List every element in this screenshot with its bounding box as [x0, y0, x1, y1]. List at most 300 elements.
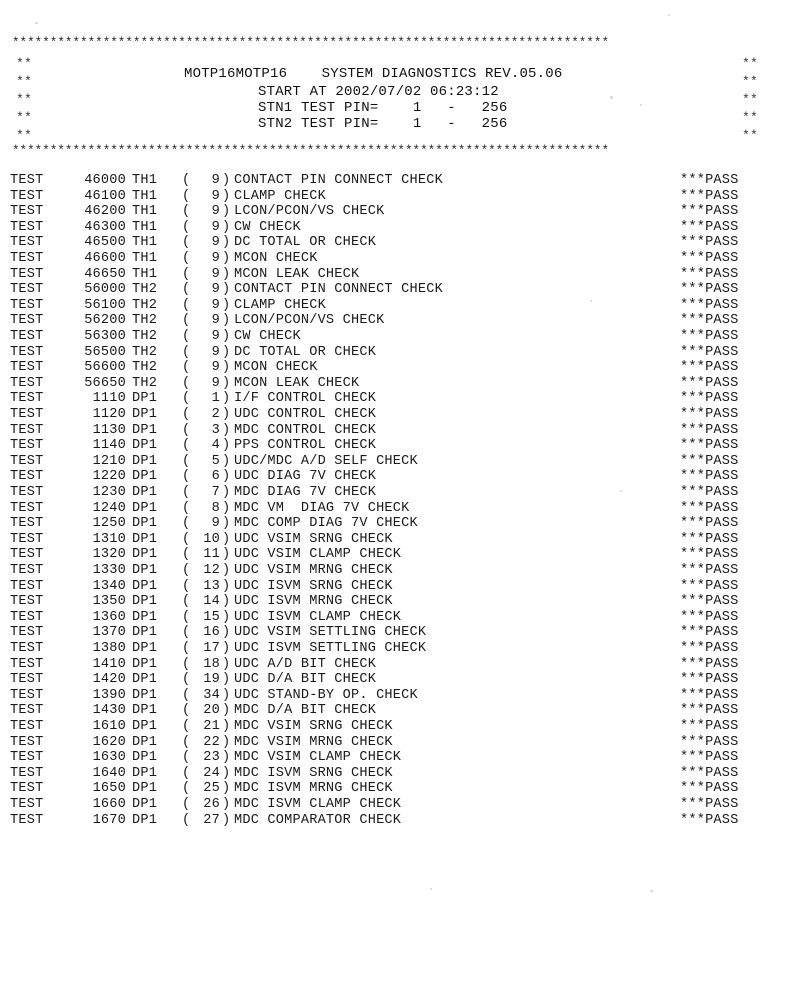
test-number: 1360: [92, 609, 126, 625]
test-result: ***PASS: [680, 703, 739, 719]
header-stn2-pins: STN2 TEST PIN= 1 - 256: [258, 116, 508, 132]
test-description: LCON/PCON/VS CHECK: [234, 313, 385, 329]
table-row: [10, 797, 770, 813]
test-result: ***PASS: [680, 266, 739, 282]
close-paren: ): [222, 516, 231, 532]
test-result: ***PASS: [680, 297, 739, 313]
test-label: TEST: [10, 391, 44, 407]
test-label: TEST: [10, 173, 44, 188]
table-row: [10, 547, 770, 563]
table-row: [10, 220, 770, 236]
test-number: 1640: [92, 765, 126, 781]
open-paren: (: [182, 422, 191, 438]
test-result: ***PASS: [680, 173, 739, 188]
test-label: TEST: [10, 251, 44, 266]
test-index: 14: [203, 594, 220, 610]
test-description: MDC COMP DIAG 7V CHECK: [234, 516, 418, 532]
test-description: MDC ISVM SRNG CHECK: [234, 765, 393, 781]
test-label: TEST: [10, 407, 44, 422]
right-side-mark: **: [742, 110, 759, 125]
test-index: 9: [211, 297, 220, 313]
header-stn1-pins: STN1 TEST PIN= 1 - 256: [258, 100, 508, 116]
test-result: ***PASS: [680, 547, 739, 563]
table-row: [10, 563, 770, 579]
test-station: DP1: [132, 672, 158, 688]
test-description: MDC VSIM MRNG CHECK: [234, 734, 393, 750]
test-station: DP1: [132, 422, 158, 438]
close-paren: ): [222, 329, 231, 344]
test-index: 7: [211, 485, 220, 500]
close-paren: ): [222, 563, 231, 578]
test-index: 19: [203, 672, 220, 688]
test-index: 13: [203, 578, 220, 594]
test-index: 9: [211, 329, 220, 344]
table-row: [10, 438, 770, 454]
test-number: 46200: [84, 204, 126, 220]
test-result: ***PASS: [680, 219, 739, 235]
test-station: DP1: [132, 781, 158, 797]
test-station: TH2: [132, 282, 158, 298]
test-description: UDC ISVM SRNG CHECK: [234, 578, 393, 594]
header-title: MOTP16MOTP16 SYSTEM DIAGNOSTICS REV.05.06: [184, 66, 563, 82]
close-paren: ): [222, 734, 231, 750]
test-station: TH2: [132, 344, 158, 360]
test-number: 1240: [92, 500, 126, 516]
close-paren: ): [222, 485, 231, 500]
test-station: DP1: [132, 453, 158, 469]
test-number: 46500: [84, 235, 126, 251]
test-number: 1660: [92, 797, 126, 812]
test-number: 1420: [92, 672, 126, 688]
test-description: MCON CHECK: [234, 251, 318, 266]
test-label: TEST: [10, 781, 44, 797]
test-result: ***PASS: [680, 672, 739, 688]
test-label: TEST: [10, 719, 44, 734]
test-description: MDC ISVM CLAMP CHECK: [234, 797, 402, 812]
table-row: [10, 657, 770, 673]
open-paren: (: [182, 391, 191, 407]
test-index: 9: [211, 235, 220, 251]
close-paren: ): [222, 781, 231, 797]
left-side-mark: **: [16, 56, 33, 71]
test-description: UDC STAND-BY OP. CHECK: [234, 687, 418, 703]
test-label: TEST: [10, 500, 44, 516]
test-index: 9: [211, 266, 220, 282]
test-station: DP1: [132, 531, 158, 547]
close-paren: ): [222, 173, 231, 188]
test-result: ***PASS: [680, 563, 739, 578]
close-paren: ): [222, 547, 231, 563]
left-side-mark: **: [16, 128, 33, 143]
open-paren: (: [182, 360, 191, 376]
test-station: DP1: [132, 734, 158, 750]
test-number: 56300: [84, 329, 126, 344]
test-index: 9: [211, 204, 220, 220]
test-description: UDC/MDC A/D SELF CHECK: [234, 453, 418, 469]
table-row: [10, 719, 770, 735]
open-paren: (: [182, 609, 191, 625]
test-label: TEST: [10, 547, 44, 563]
test-description: MCON LEAK CHECK: [234, 375, 360, 391]
test-station: TH2: [132, 297, 158, 313]
test-number: 1350: [92, 594, 126, 610]
close-paren: ): [222, 204, 231, 220]
right-side-mark: **: [742, 92, 759, 107]
test-label: TEST: [10, 516, 44, 532]
test-station: DP1: [132, 641, 158, 656]
test-index: 9: [211, 360, 220, 376]
test-number: 1110: [92, 391, 126, 407]
test-label: TEST: [10, 625, 44, 641]
table-row: [10, 407, 770, 423]
test-index: 23: [203, 750, 220, 766]
test-number: 1310: [92, 531, 126, 547]
table-row: [10, 625, 770, 641]
test-description: MDC ISVM MRNG CHECK: [234, 781, 393, 797]
test-result: ***PASS: [680, 329, 739, 344]
open-paren: (: [182, 547, 191, 563]
open-paren: (: [182, 531, 191, 547]
table-row: [10, 516, 770, 532]
test-result: ***PASS: [680, 578, 739, 594]
open-paren: (: [182, 578, 191, 594]
test-station: DP1: [132, 765, 158, 781]
test-station: TH1: [132, 204, 158, 220]
test-label: TEST: [10, 765, 44, 781]
open-paren: (: [182, 469, 191, 485]
close-paren: ): [222, 797, 231, 812]
test-index: 27: [203, 812, 220, 828]
right-side-mark: **: [742, 74, 759, 89]
table-row: [10, 345, 770, 361]
test-result: ***PASS: [680, 641, 739, 656]
test-description: UDC D/A BIT CHECK: [234, 672, 377, 688]
test-result: ***PASS: [680, 282, 739, 298]
test-index: 2: [211, 407, 220, 422]
test-number: 1230: [92, 485, 126, 500]
close-paren: ): [222, 391, 231, 407]
test-station: DP1: [132, 812, 158, 828]
test-number: 46600: [84, 251, 126, 266]
close-paren: ): [222, 812, 231, 828]
test-station: DP1: [132, 469, 158, 485]
table-row: [10, 672, 770, 688]
test-number: 46000: [84, 173, 126, 188]
test-index: 15: [203, 609, 220, 625]
test-description: MDC DIAG 7V CHECK: [234, 485, 377, 500]
test-number: 1210: [92, 453, 126, 469]
close-paren: ): [222, 531, 231, 547]
test-result: ***PASS: [680, 422, 739, 438]
test-index: 10: [203, 531, 220, 547]
test-number: 1650: [92, 781, 126, 797]
test-index: 1: [211, 391, 220, 407]
test-label: TEST: [10, 485, 44, 500]
table-row: [10, 235, 770, 251]
test-number: 46100: [84, 188, 126, 204]
right-side-mark: **: [742, 56, 759, 71]
test-index: 24: [203, 765, 220, 781]
test-label: TEST: [10, 797, 44, 812]
test-label: TEST: [10, 282, 44, 298]
table-row: [10, 781, 770, 797]
test-station: TH1: [132, 235, 158, 251]
open-paren: (: [182, 235, 191, 251]
test-description: UDC ISVM MRNG CHECK: [234, 594, 393, 610]
open-paren: (: [182, 485, 191, 500]
test-station: TH1: [132, 219, 158, 235]
test-number: 1370: [92, 625, 126, 641]
open-paren: (: [182, 297, 191, 313]
test-description: CLAMP CHECK: [234, 188, 326, 204]
open-paren: (: [182, 625, 191, 641]
test-index: 9: [211, 173, 220, 188]
table-row: [10, 298, 770, 314]
test-label: TEST: [10, 235, 44, 251]
test-result: ***PASS: [680, 360, 739, 376]
test-description: MCON CHECK: [234, 360, 318, 376]
test-description: UDC DIAG 7V CHECK: [234, 469, 377, 485]
test-number: 1250: [92, 516, 126, 532]
test-station: TH2: [132, 375, 158, 391]
test-station: TH1: [132, 251, 158, 266]
open-paren: (: [182, 672, 191, 688]
close-paren: ): [222, 703, 231, 719]
test-label: TEST: [10, 313, 44, 329]
test-result: ***PASS: [680, 500, 739, 516]
close-paren: ): [222, 656, 231, 672]
test-label: TEST: [10, 329, 44, 344]
open-paren: (: [182, 563, 191, 578]
test-station: DP1: [132, 656, 158, 672]
test-label: TEST: [10, 734, 44, 750]
test-index: 9: [211, 375, 220, 391]
test-station: DP1: [132, 516, 158, 532]
test-result: ***PASS: [680, 531, 739, 547]
top-rule: *******************************************************************************: [12, 36, 610, 50]
test-description: UDC VSIM CLAMP CHECK: [234, 547, 402, 563]
test-result: ***PASS: [680, 251, 739, 266]
test-number: 46650: [84, 266, 126, 282]
close-paren: ): [222, 687, 231, 703]
test-station: DP1: [132, 563, 158, 578]
test-index: 5: [211, 453, 220, 469]
test-description: CLAMP CHECK: [234, 297, 326, 313]
open-paren: (: [182, 750, 191, 766]
test-description: MDC VSIM SRNG CHECK: [234, 719, 393, 734]
close-paren: ): [222, 422, 231, 438]
test-description: UDC VSIM SETTLING CHECK: [234, 625, 427, 641]
test-result: ***PASS: [680, 687, 739, 703]
table-row: [10, 485, 770, 501]
test-result: ***PASS: [680, 235, 739, 251]
close-paren: ): [222, 266, 231, 282]
table-row: [10, 766, 770, 782]
test-label: TEST: [10, 438, 44, 454]
test-index: 9: [211, 219, 220, 235]
test-description: MDC VM DIAG 7V CHECK: [234, 500, 410, 516]
open-paren: (: [182, 765, 191, 781]
table-row: [10, 594, 770, 610]
bottom-rule: *******************************************************************************: [12, 144, 610, 158]
test-description: DC TOTAL OR CHECK: [234, 235, 377, 251]
test-result: ***PASS: [680, 469, 739, 485]
open-paren: (: [182, 266, 191, 282]
test-station: DP1: [132, 500, 158, 516]
test-number: 56100: [84, 297, 126, 313]
close-paren: ): [222, 765, 231, 781]
table-row: [10, 501, 770, 517]
test-label: TEST: [10, 563, 44, 578]
test-number: 1340: [92, 578, 126, 594]
open-paren: (: [182, 282, 191, 298]
open-paren: (: [182, 687, 191, 703]
table-row: [10, 391, 770, 407]
test-label: TEST: [10, 297, 44, 313]
test-station: DP1: [132, 438, 158, 454]
open-paren: (: [182, 703, 191, 719]
test-number: 1130: [92, 422, 126, 438]
test-index: 9: [211, 516, 220, 532]
test-station: TH1: [132, 173, 158, 188]
close-paren: ): [222, 594, 231, 610]
test-index: 22: [203, 734, 220, 750]
test-description: UDC VSIM SRNG CHECK: [234, 531, 393, 547]
test-number: 56200: [84, 313, 126, 329]
close-paren: ): [222, 235, 231, 251]
test-result: ***PASS: [680, 625, 739, 641]
test-result: ***PASS: [680, 750, 739, 766]
open-paren: (: [182, 719, 191, 734]
table-row: [10, 423, 770, 439]
test-description: MDC D/A BIT CHECK: [234, 703, 377, 719]
test-label: TEST: [10, 578, 44, 594]
test-number: 56500: [84, 344, 126, 360]
close-paren: ): [222, 719, 231, 734]
table-row: [10, 204, 770, 220]
test-label: TEST: [10, 641, 44, 656]
test-number: 56600: [84, 360, 126, 376]
test-number: 1390: [92, 687, 126, 703]
close-paren: ): [222, 407, 231, 422]
left-side-mark: **: [16, 74, 33, 89]
close-paren: ): [222, 344, 231, 360]
open-paren: (: [182, 781, 191, 797]
open-paren: (: [182, 797, 191, 812]
open-paren: (: [182, 313, 191, 329]
test-result: ***PASS: [680, 375, 739, 391]
test-result: ***PASS: [680, 204, 739, 220]
close-paren: ): [222, 438, 231, 454]
test-description: DC TOTAL OR CHECK: [234, 344, 377, 360]
table-row: [10, 750, 770, 766]
test-station: DP1: [132, 719, 158, 734]
table-row: [10, 813, 770, 829]
test-station: TH1: [132, 188, 158, 204]
test-description: I/F CONTROL CHECK: [234, 391, 377, 407]
test-label: TEST: [10, 360, 44, 376]
test-label: TEST: [10, 687, 44, 703]
test-index: 6: [211, 469, 220, 485]
test-station: DP1: [132, 594, 158, 610]
table-row: [10, 173, 770, 189]
test-number: 1220: [92, 469, 126, 485]
test-number: 1630: [92, 750, 126, 766]
test-station: DP1: [132, 578, 158, 594]
test-station: TH2: [132, 329, 158, 344]
test-index: 4: [211, 438, 220, 454]
test-number: 1330: [92, 563, 126, 578]
close-paren: ): [222, 750, 231, 766]
test-label: TEST: [10, 469, 44, 485]
test-result: ***PASS: [680, 765, 739, 781]
test-description: MDC CONTROL CHECK: [234, 422, 377, 438]
close-paren: ): [222, 313, 231, 329]
test-number: 1620: [92, 734, 126, 750]
close-paren: ): [222, 453, 231, 469]
table-row: [10, 251, 770, 267]
open-paren: (: [182, 188, 191, 204]
test-description: CONTACT PIN CONNECT CHECK: [234, 173, 443, 188]
test-station: DP1: [132, 750, 158, 766]
open-paren: (: [182, 453, 191, 469]
open-paren: (: [182, 375, 191, 391]
test-description: CONTACT PIN CONNECT CHECK: [234, 282, 443, 298]
test-number: 1610: [92, 719, 126, 734]
test-label: TEST: [10, 344, 44, 360]
open-paren: (: [182, 812, 191, 828]
table-row: [10, 735, 770, 751]
test-station: DP1: [132, 547, 158, 563]
test-index: 18: [203, 656, 220, 672]
close-paren: ): [222, 625, 231, 641]
close-paren: ): [222, 251, 231, 266]
test-index: 3: [211, 422, 220, 438]
test-label: TEST: [10, 750, 44, 766]
open-paren: (: [182, 251, 191, 266]
table-row: [10, 282, 770, 298]
open-paren: (: [182, 344, 191, 360]
test-label: TEST: [10, 812, 44, 828]
test-index: 17: [203, 641, 220, 656]
test-result: ***PASS: [680, 734, 739, 750]
test-station: DP1: [132, 485, 158, 500]
table-row: [10, 688, 770, 704]
test-result: ***PASS: [680, 453, 739, 469]
test-description: CW CHECK: [234, 219, 301, 235]
test-index: 34: [203, 687, 220, 703]
test-label: TEST: [10, 594, 44, 610]
open-paren: (: [182, 656, 191, 672]
test-result: ***PASS: [680, 719, 739, 734]
test-label: TEST: [10, 375, 44, 391]
open-paren: (: [182, 407, 191, 422]
table-row: [10, 267, 770, 283]
test-number: 1430: [92, 703, 126, 719]
test-number: 1380: [92, 641, 126, 656]
test-description: MCON LEAK CHECK: [234, 266, 360, 282]
test-station: TH2: [132, 360, 158, 376]
close-paren: ): [222, 609, 231, 625]
test-station: DP1: [132, 391, 158, 407]
test-label: TEST: [10, 219, 44, 235]
test-index: 20: [203, 703, 220, 719]
test-index: 9: [211, 344, 220, 360]
open-paren: (: [182, 438, 191, 454]
table-row: [10, 641, 770, 657]
test-number: 1120: [92, 407, 126, 422]
test-index: 9: [211, 251, 220, 266]
